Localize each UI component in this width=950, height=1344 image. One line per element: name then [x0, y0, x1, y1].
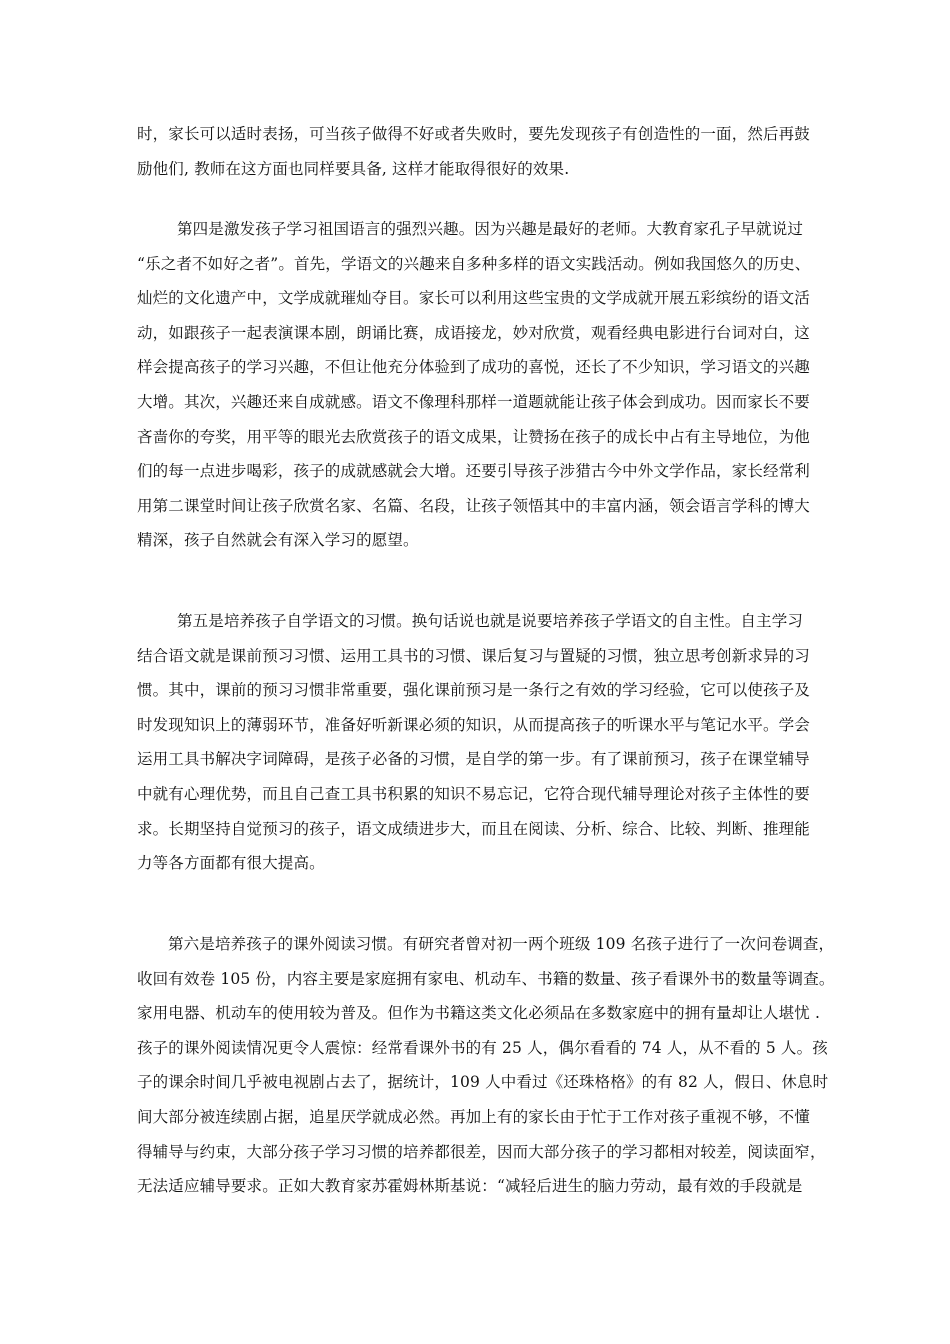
text-line: 求。长期坚持自觉预习的孩子，语文成绩进步大，而且在阅读、分析、综合、比较、判断、推理能 [137, 819, 810, 838]
paragraph-4 [137, 927, 863, 1204]
text-line: 精深，孩子自然就会有深入学习的愿望。 [137, 531, 419, 550]
text-line: 用第二课堂时间让孩子欣赏名家、名篇、名段，让孩子领悟其中的丰富内涵，领会语言学科的博大 [137, 496, 810, 515]
text-line: 运用工具书解决字词障碍，是孩子必备的习惯，是自学的第一步。有了课前预习，孩子在课堂辅导 [137, 750, 810, 769]
text-line: 大增。其次，兴趣还来自成就感。语文不像理科那样一道题就能让孩子体会到成功。因而家长不要 [137, 392, 810, 411]
text-line: 结合语文就是课前预习习惯、运用工具书的习惯、课后复习与置疑的习惯，独立思考创新求异的习 [137, 646, 810, 665]
text-line: 时发现知识上的薄弱环节，准备好听新课必须的知识，从而提高孩子的听课水平与笔记水平。学会 [137, 715, 810, 734]
text-line: 励他们, 教师在这方面也同样要具备, 这样才能取得很好的效果. [137, 159, 570, 178]
text-line: 力等各方面都有很大提高。 [137, 854, 325, 873]
text-line: 间大部分被连续剧占据，追星厌学就成必然。再加上有的家长由于忙于工作对孩子重视不够，不懂 [137, 1107, 810, 1126]
text-line: 动，如跟孩子一起表演课本剧，朗诵比赛，成语接龙，妙对欣赏，观看经典电影进行台词对白，这 [137, 323, 810, 342]
paragraph-3 [137, 604, 863, 881]
text-line: 中就有心理优势，而且自己查工具书积累的知识不易忘记，它符合现代辅导理论对孩子主体性的要 [137, 784, 810, 803]
text-line: “乐之者不如好之者”。首先，学语文的兴趣来自多种多样的语文实践活动。例如我国悠久的历史、 [137, 254, 811, 273]
text-line: 孩子的课外阅读情况更令人震惊：经常看课外书的有 25 人，偶尔看看的 74 人，从不看的 5 人。孩 [137, 1038, 828, 1057]
text-line: 惯。其中，课前的预习习惯非常重要，强化课前预习是一条行之有效的学习经验，它可以使孩子及 [137, 681, 810, 700]
text-line: 收回有效卷 105 份，内容主要是家庭拥有家电、机动车、书籍的数量、孩子看课外书的数量等调查。 [137, 969, 835, 988]
text-line: 时，家长可以适时表扬，可当孩子做得不好或者失败时，要先发现孩子有创造性的一面，然后再鼓 [137, 125, 810, 143]
text-line: 子的课余时间几乎被电视剧占去了，据统计，109 人中看过《还珠格格》的有 82 人，假日、休息时 [137, 1073, 829, 1092]
text-line: 样会提高孩子的学习兴趣，不但让他充分体验到了成功的喜悦，还长了不少知识，学习语文的兴趣 [137, 358, 810, 377]
text-line: 们的每一点进步喝彩，孩子的成就感就会大增。还要引导孩子涉猎古今中外文学作品，家长经常利 [137, 462, 810, 481]
text-line: 吝啬你的夸奖，用平等的眼光去欣赏孩子的语文成果，让赞扬在孩子的成长中占有主导地位，为他 [137, 427, 810, 446]
text-line: 得辅导与约束，大部分孩子学习习惯的培养都很差，因而大部分孩子的学习都相对较差，阅读面窄， [137, 1142, 826, 1161]
text-line: 无法适应辅导要求。正如大教育家苏霍姆林斯基说：“减轻后进生的脑力劳动，最有效的手段就是 [137, 1177, 803, 1196]
text-line: 第五是培养孩子自学语文的习惯。换句话说也就是说要培养孩子学语文的自主性。自主学习 [177, 612, 804, 630]
paragraph-2 [137, 212, 863, 558]
text-line: 灿烂的文化遗产中，文学成就璀灿夺目。家长可以利用这些宝贵的文学成就开展五彩缤纷的语文活 [137, 289, 810, 308]
text-line: 家用电器、机动车的使用较为普及。但作为书籍这类文化必须品在多数家庭中的拥有量却让人堪忧 . [137, 1004, 821, 1023]
text-line: 第六是培养孩子的课外阅读习惯。有研究者曾对初一两个班级 109 名孩子进行了一次问卷调查， [168, 935, 835, 953]
text-line: 第四是激发孩子学习祖国语言的强烈兴趣。因为兴趣是最好的老师。大教育家孔子早就说过 [177, 220, 804, 238]
paragraph-1 [137, 117, 863, 186]
